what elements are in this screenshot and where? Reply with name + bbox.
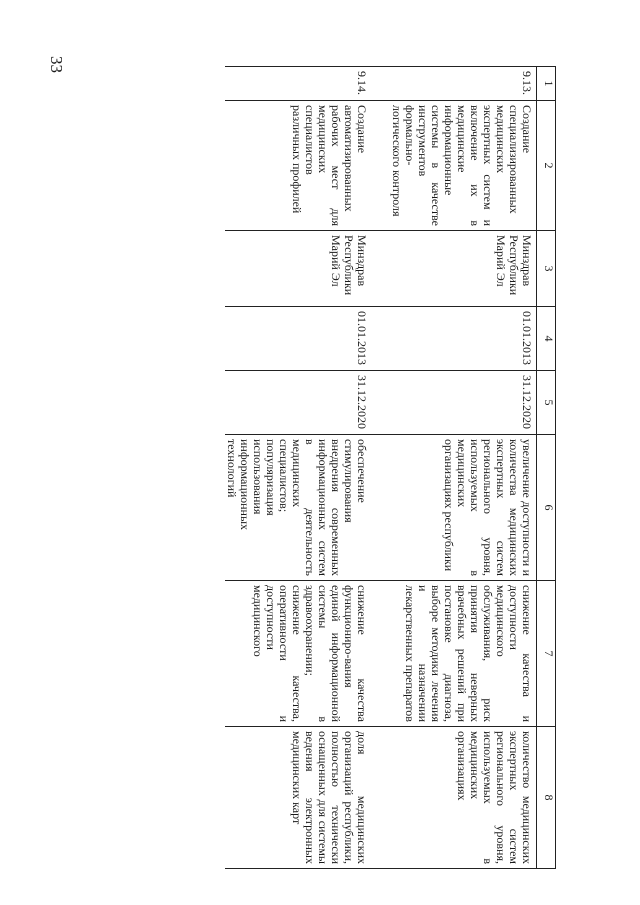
consequence: снижение качества и доступности медицинского обслуживания, риск принятия неверных врачебных решений при постановке диагноза, выборе методики лечения и назначении лекарственных препаратов <box>390 581 537 727</box>
page-number: 33 <box>47 56 66 73</box>
end-date: 31.12.2020 <box>225 371 390 435</box>
measures-table <box>225 66 556 869</box>
indicator: количество медицинских экспертных систем регионального уровня, используемых в медицинских организациях <box>390 727 537 869</box>
col-header-8: 8 <box>537 727 556 869</box>
consequence: снижение качества функциониро-вания единой информационной системы в здравоохранении; снижение качества, оперативности и доступности медицинского <box>225 581 390 727</box>
col-header-5: 5 <box>537 371 556 435</box>
table-row <box>225 67 390 869</box>
col-header-4: 4 <box>537 307 556 371</box>
col-header-1: 1 <box>537 67 556 101</box>
end-date: 31.12.2020 <box>390 371 537 435</box>
header-row <box>537 67 556 869</box>
executor: Минздрав Республики Марий Эл <box>390 231 537 307</box>
start-date: 01.01.2013 <box>390 307 537 371</box>
measure-name: Создание автоматизированных рабочих мест для медицинских специалистов различных профилей <box>225 101 390 231</box>
expected-result: увеличение доступности и количества медицинских экспертных систем регионального уровня, используемых в медицинских организациях республики <box>390 435 537 581</box>
row-number: 9.13. <box>390 67 537 101</box>
col-header-7: 7 <box>537 581 556 727</box>
indicator: доля медицинских организаций республики, полностью технически оснащенных для системы ведения электронных медицинских карт <box>225 727 390 869</box>
col-header-6: 6 <box>537 435 556 581</box>
start-date: 01.01.2013 <box>225 307 390 371</box>
col-header-3: 3 <box>537 231 556 307</box>
expected-result: обеспечение стимулирования внедрения современных информационных систем в деятельность медицинских специалистов; популяризация использования информационных технологий <box>225 435 390 581</box>
row-number: 9.14. <box>225 67 390 101</box>
rotated-page <box>114 66 556 868</box>
col-header-2: 2 <box>537 101 556 231</box>
executor: Минздрав Республики Марий Эл <box>225 231 390 307</box>
measure-name: Создание специализированных медицинских экспертных систем и включение их в медицинские информационные системы в качестве инструментов формально-логического контроля <box>390 101 537 231</box>
table-row <box>390 67 537 869</box>
